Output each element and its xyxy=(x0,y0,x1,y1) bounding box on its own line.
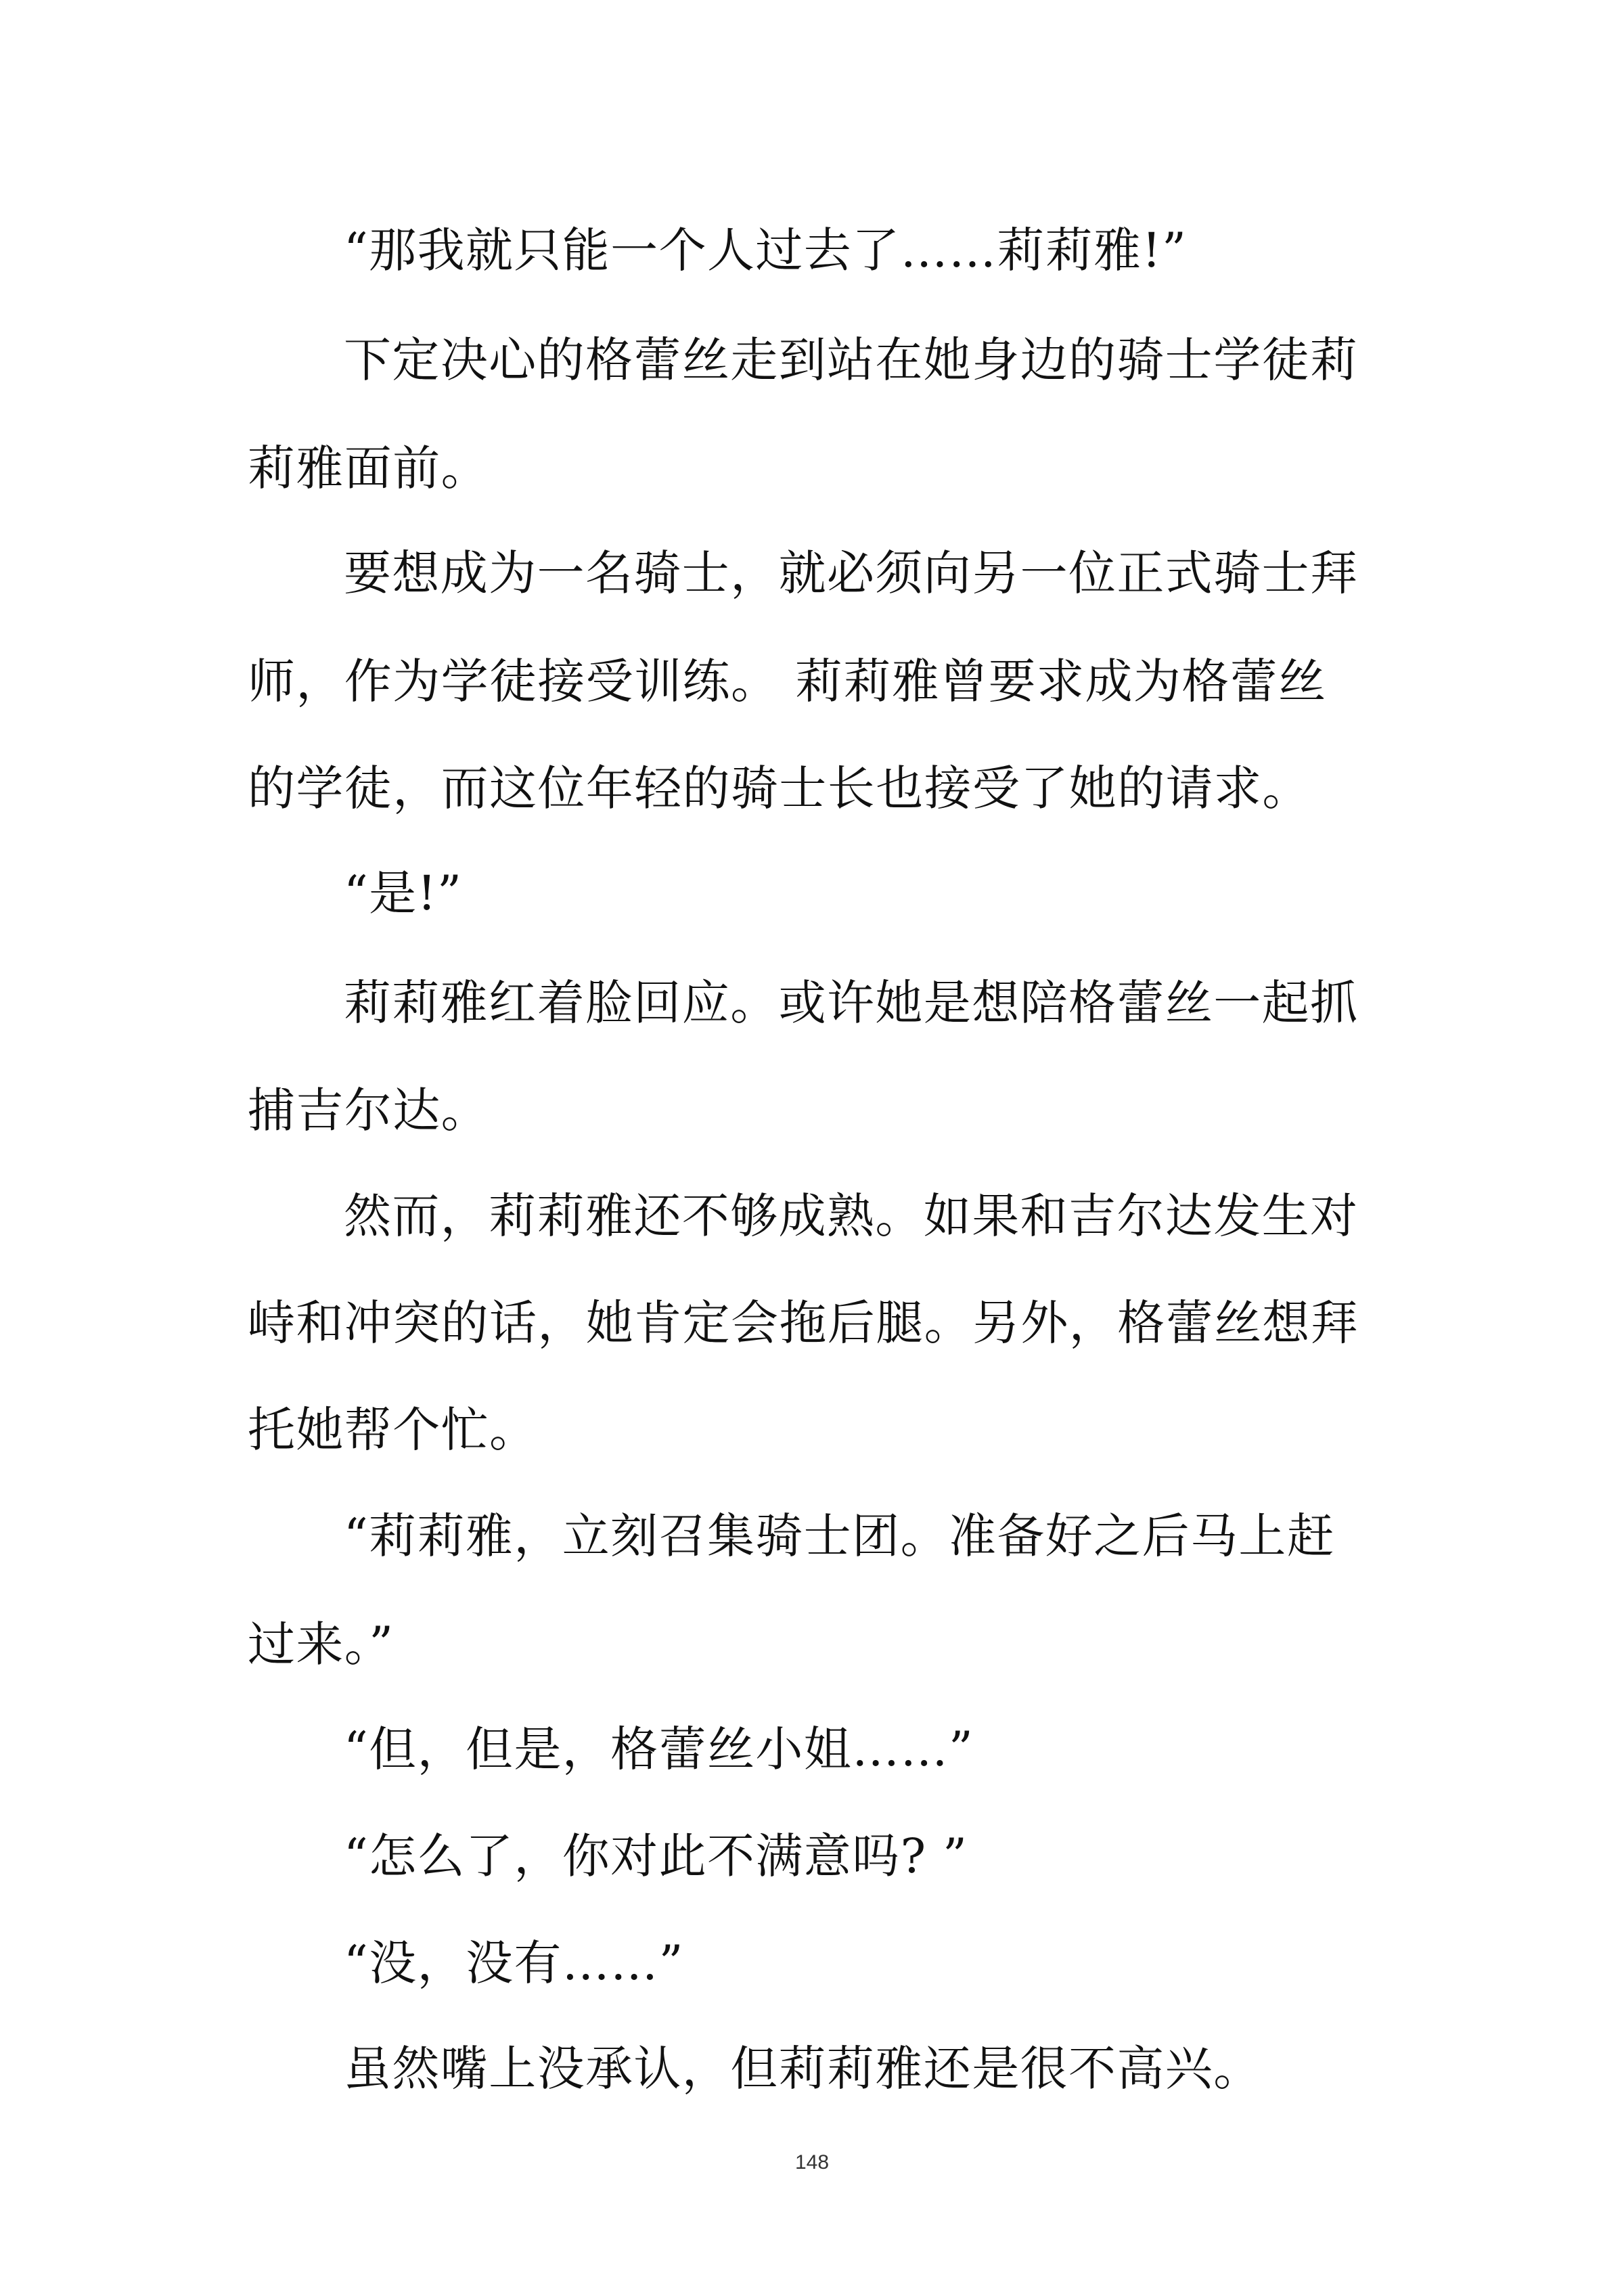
text-line: “没，没有……” xyxy=(344,1935,684,1991)
text-line: 要想成为一名骑士，就必须向另一位正式骑士拜 xyxy=(344,545,1359,601)
text-line: 托她帮个忙。 xyxy=(248,1402,538,1458)
text-line: 峙和冲突的话，她肯定会拖后腿。另外，格蕾丝想拜 xyxy=(248,1295,1359,1351)
text-line: 然而，莉莉雅还不够成熟。如果和吉尔达发生对 xyxy=(344,1188,1359,1244)
text-line: 虽然嘴上没承认，但莉莉雅还是很不高兴。 xyxy=(344,2041,1262,2096)
text-line: “莉莉雅，立刻召集骑士团。准备好之后马上赶 xyxy=(344,1508,1336,1564)
text-line: 莉莉雅红着脸回应。或许她是想陪格蕾丝一起抓 xyxy=(344,975,1359,1031)
page-number: 148 xyxy=(794,2151,830,2174)
text-line: “怎么了，你对此不满意吗? ” xyxy=(344,1828,968,1884)
text-line: 捕吉尔达。 xyxy=(248,1083,489,1138)
text-line: 下定决心的格蕾丝走到站在她身边的骑士学徒莉 xyxy=(344,332,1359,388)
text-line: 的学徒，而这位年轻的骑士长也接受了她的请求。 xyxy=(248,761,1311,816)
text-line: “是!” xyxy=(344,865,463,921)
text-line: 过来。” xyxy=(248,1617,394,1672)
text-line: 莉雅面前。 xyxy=(248,441,489,496)
text-line: 师，作为学徒接受训练。 莉莉雅曾要求成为格蕾丝 xyxy=(248,654,1327,709)
text-line: “但，但是，格蕾丝小姐……” xyxy=(344,1721,974,1777)
text-line: “那我就只能一个人过去了……莉莉雅!” xyxy=(344,223,1188,278)
